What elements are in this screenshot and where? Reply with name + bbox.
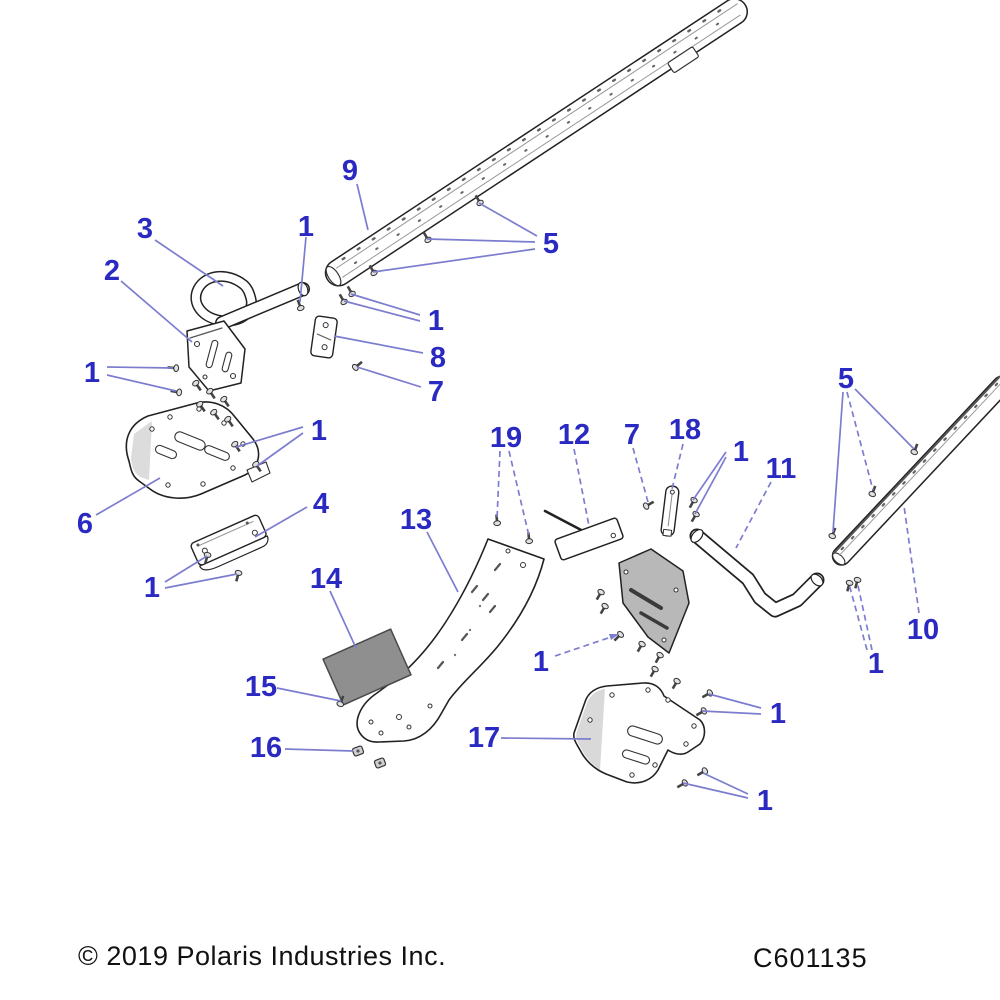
- callout-9: 9: [341, 155, 359, 187]
- callout-16: 16: [249, 732, 283, 764]
- callout-7-a: 7: [427, 376, 445, 408]
- callout-11: 11: [765, 453, 797, 485]
- part-12-bar: [545, 511, 624, 561]
- callout-1-c: 1: [83, 357, 101, 389]
- callout-1-j: 1: [756, 785, 774, 817]
- callout-14: 14: [309, 563, 343, 595]
- clip-16-a: [352, 746, 364, 757]
- part-4-plate: [190, 514, 271, 573]
- callout-13: 13: [399, 504, 433, 536]
- part-6-bracket: [126, 402, 270, 498]
- part-11-tube: [689, 527, 825, 610]
- callout-5-a: 5: [542, 228, 560, 260]
- callout-1-d: 1: [310, 415, 328, 447]
- part-3-hook: [196, 276, 310, 323]
- callout-8: 8: [429, 342, 447, 374]
- drawing-number: C601135: [753, 943, 868, 973]
- callout-1-e: 1: [143, 572, 161, 604]
- callout-19: 19: [489, 422, 523, 454]
- callout-1-i: 1: [769, 698, 787, 730]
- callout-1-g: 1: [867, 648, 885, 680]
- callout-3: 3: [136, 213, 154, 245]
- clip-16-b: [374, 758, 386, 769]
- callout-1-a: 1: [297, 211, 315, 243]
- copyright-text: © 2019 Polaris Industries Inc.: [78, 941, 447, 971]
- callout-1-h: 1: [532, 646, 550, 678]
- part-8-plate: [310, 316, 337, 359]
- callout-17: 17: [467, 722, 501, 754]
- callout-5-b: 5: [837, 363, 855, 395]
- callout-6: 6: [76, 508, 94, 540]
- callout-18: 18: [668, 414, 702, 446]
- callout-2: 2: [103, 255, 121, 287]
- part-10-rail: [829, 373, 1000, 569]
- callout-4: 4: [312, 488, 330, 520]
- part-12-shield-plate: [619, 549, 689, 653]
- callout-15: 15: [244, 671, 278, 703]
- callout-1-b: 1: [427, 305, 445, 337]
- callout-12: 12: [557, 419, 591, 451]
- part-9-rail: [321, 0, 755, 295]
- callout-7-b: 7: [623, 419, 641, 451]
- callout-10: 10: [906, 614, 940, 646]
- part-18-pin: [661, 485, 680, 536]
- part-17-bracket: [574, 683, 705, 783]
- fastener-bolts: [167, 194, 920, 791]
- callout-1-f: 1: [732, 436, 750, 468]
